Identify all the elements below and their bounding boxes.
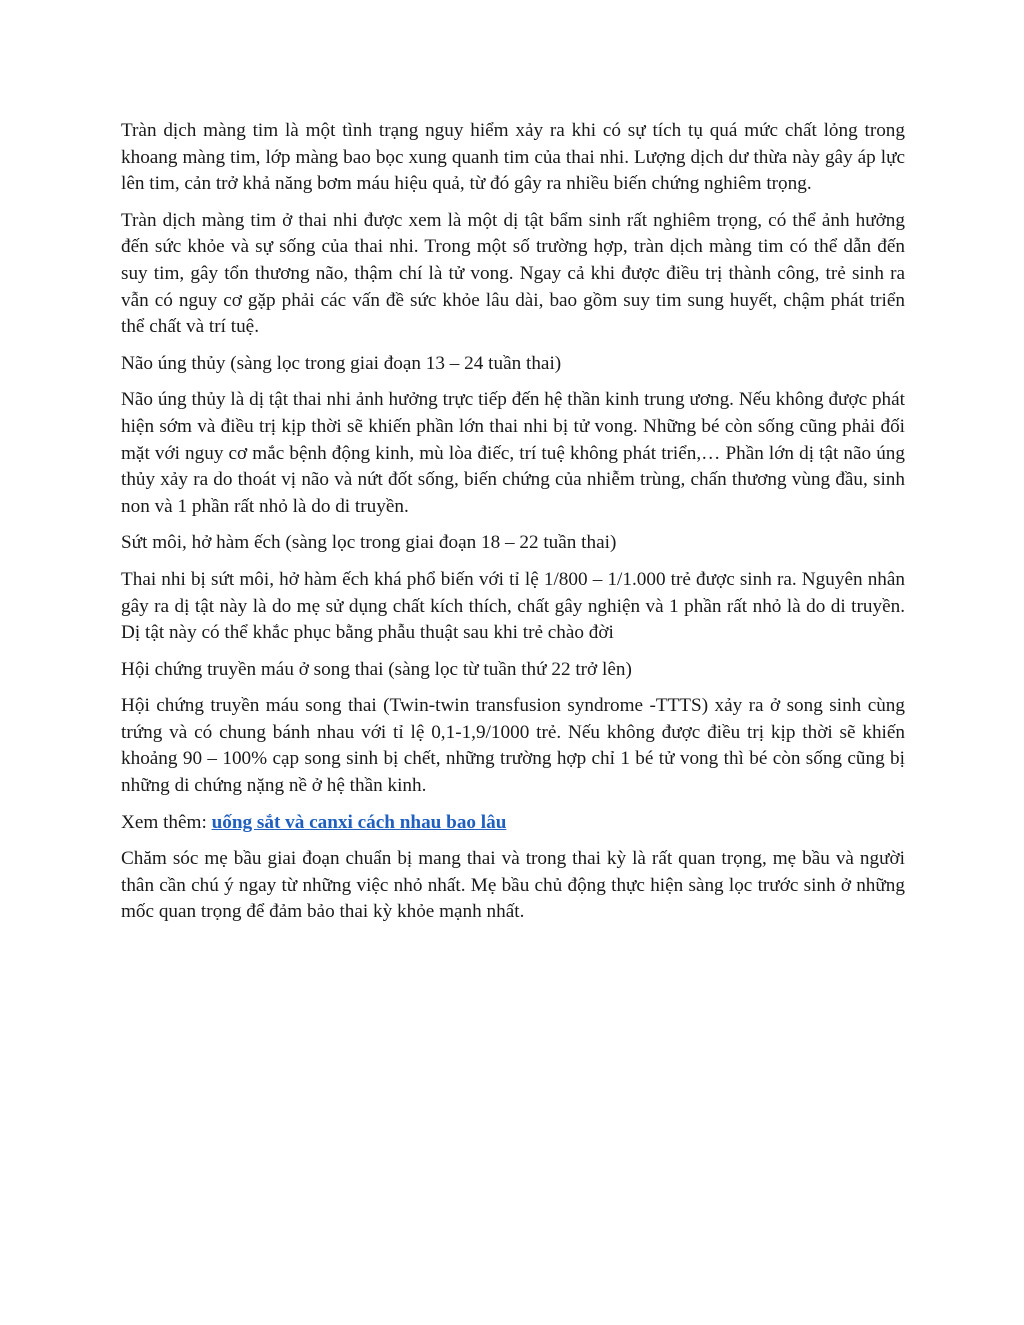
heading-cleft-lip-palate: Sứt môi, hở hàm ếch (sàng lọc trong giai đoạn 18 – 22 tuần thai) <box>121 532 617 554</box>
see-also-line <box>121 810 905 837</box>
paragraph-hydrocephalus: Não úng thủy là dị tật thai nhi ảnh hưởng trực tiếp đến hệ thần kinh trung ương. Nếu không được phát hiện sớm và điều trị kịp thời sẽ khiến phần lớn thai nhi bị tử vong. Những bé còn sống cũng phải đối mặt với nguy cơ mắc bệnh động kinh, mù lòa điếc, trí tuệ không phát triển,… Phần lớn dị tật não úng thủy xảy ra do thoát vị não và nứt đốt sống, biến chứng của nhiễm trùng, chấn thương vùng đầu, sinh non và 1 phần rất nhỏ là do di truyền. <box>121 389 905 517</box>
heading-twin-transfusion: Hội chứng truyền máu ở song thai (sàng lọc từ tuần thứ 22 trở lên) <box>121 658 632 680</box>
document-page <box>121 118 905 936</box>
paragraph-cleft-lip-palate: Thai nhi bị sứt môi, hở hàm ếch khá phổ biến với tỉ lệ 1/800 – 1/1.000 trẻ được sinh ra. Nguyên nhân gây ra dị tật này là do mẹ sử dụng chất kích thích, chất gây nghiện và 1 phần rất nhỏ là do di truyền. Dị tật này có thể khắc phục bằng phẫu thuật sau khi trẻ chào đời <box>121 568 905 644</box>
paragraph-pericardial-effusion-intro: Tràn dịch màng tim là một tình trạng nguy hiểm xảy ra khi có sự tích tụ quá mức chất lỏng trong khoang màng tim, lớp màng bao bọc xung quanh tim của thai nhi. Lượng dịch dư thừa này gây áp lực lên tim, cản trở khả năng bơm máu hiệu quả, từ đó gây ra nhiều biến chứng nghiêm trọng. <box>121 120 905 195</box>
paragraph-closing: Chăm sóc mẹ bầu giai đoạn chuẩn bị mang thai và trong thai kỳ là rất quan trọng, mẹ bầu và người thân cần chú ý ngay từ những việc nhỏ nhất. Mẹ bầu chủ động thực hiện sàng lọc trước sinh ở những mốc quan trọng để đảm bảo thai kỳ khỏe mạnh nhất. <box>121 848 905 923</box>
paragraph-twin-transfusion: Hội chứng truyền máu song thai (Twin-twin transfusion syndrome -TTTS) xảy ra ở song sinh cùng trứng và có chung bánh nhau với tỉ lệ 0,1-1,9/1000 trẻ. Nếu không được điều trị kịp thời sẽ khiến khoảng 90 – 100% cạp song sinh bị chết, những trường hợp chỉ 1 bé tử vong thì bé còn sống cũng bị những di chứng nặng nề ở hệ thần kinh. <box>121 695 905 797</box>
see-also-link[interactable]: uống sắt và canxi cách nhau bao lâu <box>211 811 507 833</box>
see-also-prefix: Xem thêm: <box>121 811 212 833</box>
paragraph-pericardial-effusion-severity: Tràn dịch màng tim ở thai nhi được xem là một dị tật bẩm sinh rất nghiêm trọng, có thể ảnh hưởng đến sức khỏe và sự sống của thai nhi. Trong một số trường hợp, tràn dịch màng tim có thể dẫn đến suy tim, gây tổn thương não, thậm chí là tử vong. Ngay cả khi được điều trị thành công, trẻ sinh ra vẫn có nguy cơ gặp phải các vấn đề sức khỏe lâu dài, bao gồm suy tim sung huyết, chậm phát triển thể chất và trí tuệ. <box>121 209 905 338</box>
heading-hydrocephalus: Não úng thủy (sàng lọc trong giai đoạn 13 – 24 tuần thai) <box>121 352 562 374</box>
